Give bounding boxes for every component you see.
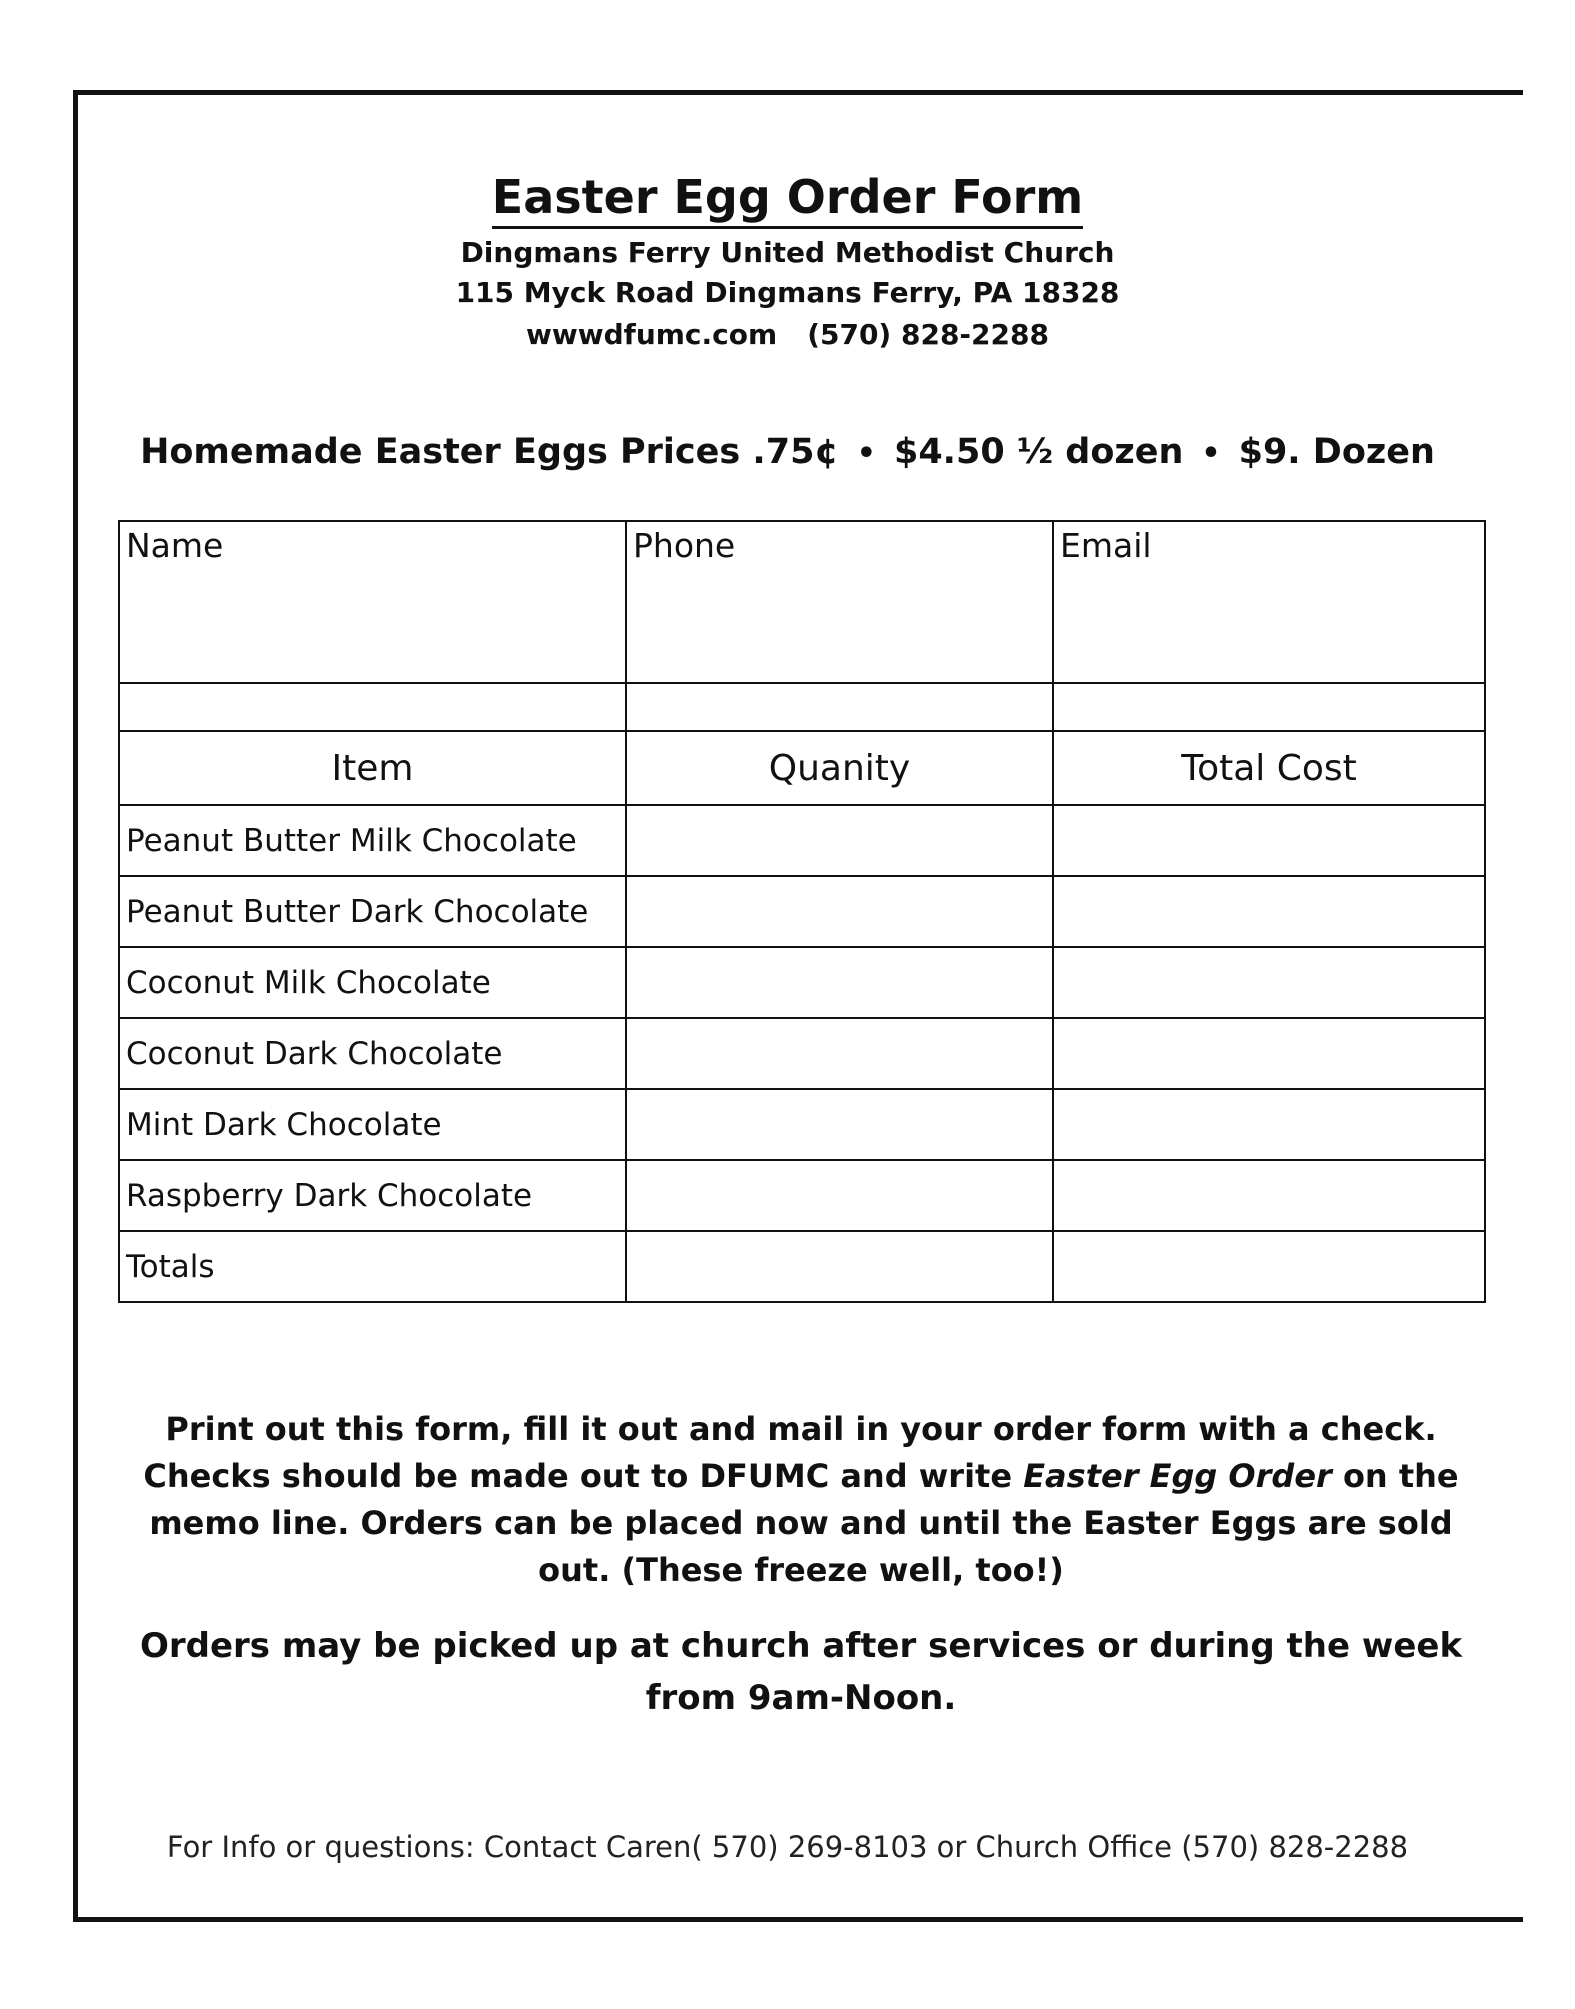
table-row [119,947,1485,1018]
total-cost-cell[interactable] [1053,947,1485,1018]
name-field[interactable] [119,521,626,683]
quantity-cell[interactable] [626,947,1053,1018]
price-half-dozen: $4.50 ½ dozen [893,432,1184,472]
quantity-cell[interactable] [626,1089,1053,1160]
quantity-cell[interactable] [626,1018,1053,1089]
total-cost-cell[interactable] [1053,876,1485,947]
table-row [119,1018,1485,1089]
blank-cell[interactable] [626,683,1053,731]
quantity-cell[interactable] [626,1160,1053,1231]
totals-label: Totals [119,1231,626,1302]
item-name: Mint Dark Chocolate [119,1089,626,1160]
church-contact [0,318,1575,351]
pickup-info: Orders may be picked up at church after services or during the week from 9am-Noon. [139,1626,1463,1718]
quantity-total-cell[interactable] [626,1231,1053,1302]
total-cost-cell[interactable] [1053,1160,1485,1231]
church-name: Dingmans Ferry United Methodist Church [460,236,1115,269]
order-form-table [118,520,1486,1303]
form-title: Easter Egg Order Form [0,170,1575,224]
total-cost-cell[interactable] [1053,805,1485,876]
totals-row [119,1231,1485,1302]
item-name: Coconut Milk Chocolate [119,947,626,1018]
name-label: Name [126,526,224,565]
table-row [119,805,1485,876]
column-header-quantity: Quanity [626,731,1053,805]
item-name: Peanut Butter Dark Chocolate [119,876,626,947]
instructions-text: Print out this form, fill it out and mail in your order form with a check. Checks should be made out to DFUMC and write [143,1410,1437,1495]
church-phone: (570) 828-2288 [807,318,1049,351]
table-row [119,876,1485,947]
table-header-row [119,731,1485,805]
quantity-cell[interactable] [626,805,1053,876]
contact-footer: For Info or questions: Contact Caren( 570) 269-8103 or Church Office (570) 828-2288 [166,1830,1409,1864]
instructions-text: on the memo line. Orders can be placed now and until the Easter Eggs are sold out. (These freeze well, too!) [149,1457,1459,1589]
column-header-item: Item [119,731,626,805]
cost-total-cell[interactable] [1053,1231,1485,1302]
price-dozen: $9. Dozen [1238,432,1435,472]
blank-cell[interactable] [1053,683,1485,731]
mail-instructions [118,1406,1484,1594]
church-address: 115 Myck Road Dingmans Ferry, PA 18328 [455,276,1120,309]
customer-info-row [119,521,1485,683]
email-label: Email [1060,526,1152,565]
blank-row [119,683,1485,731]
phone-field[interactable] [626,521,1053,683]
item-name: Raspberry Dark Chocolate [119,1160,626,1231]
price-line [0,432,1575,472]
item-name: Coconut Dark Chocolate [119,1018,626,1089]
email-field[interactable] [1053,521,1485,683]
price-single: Homemade Easter Eggs Prices .75¢ [140,432,839,472]
table-row [119,1160,1485,1231]
memo-text: Easter Egg Order [1023,1457,1332,1495]
phone-label: Phone [633,526,736,565]
bullet-separator: • [856,436,876,471]
table-row [119,1089,1485,1160]
blank-cell[interactable] [119,683,626,731]
total-cost-cell[interactable] [1053,1089,1485,1160]
church-website: wwwdfumc.com [526,318,778,351]
item-name: Peanut Butter Milk Chocolate [119,805,626,876]
bullet-separator: • [1201,436,1221,471]
quantity-cell[interactable] [626,876,1053,947]
column-header-total-cost: Total Cost [1053,731,1485,805]
total-cost-cell[interactable] [1053,1018,1485,1089]
